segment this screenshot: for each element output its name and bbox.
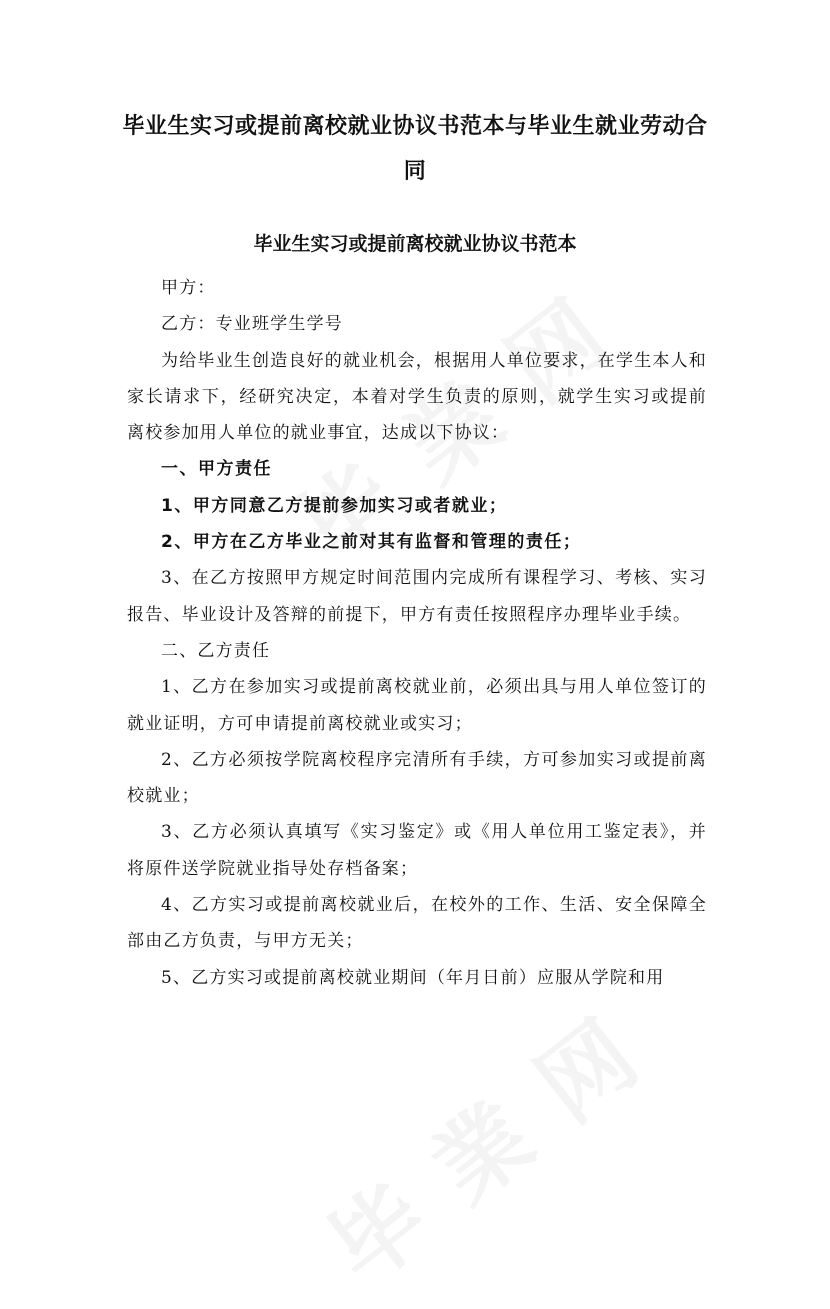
section-heading-party-b-duties: 二、乙方责任 bbox=[161, 640, 271, 661]
paragraph-party-b: 乙方：专业班学生学号 bbox=[161, 314, 343, 335]
clause-b-2: 2、乙方必须按学院离校程序完清所有手续，方可参加实习或提前离校就业； bbox=[127, 749, 707, 807]
section-heading-party-a-duties: 一、甲方责任 bbox=[161, 459, 272, 480]
document-body bbox=[127, 270, 707, 996]
clause-a-1: 1、甲方同意乙方提前参加实习或者就业； bbox=[161, 495, 508, 516]
clause-b-4: 4、乙方实习或提前离校就业后，在校外的工作、生活、安全保障全部由乙方负责，与甲方无关； bbox=[127, 895, 707, 952]
paragraph-preamble: 为给毕业生创造良好的就业机会，根据用人单位要求，在学生本人和家长请求下，经研究决定，本着对学生负责的原则，就学生实习或提前离校参加用人单位的就业事宜，达成以下协议： bbox=[127, 350, 707, 444]
clause-b-3: 3、乙方必须认真填写《实习鉴定》或《用人单位用工鉴定表》，并将原件送学院就业指导处存档备案； bbox=[127, 822, 707, 879]
clause-a-2: 2、甲方在乙方毕业之前对其有监督和管理的责任； bbox=[161, 532, 582, 553]
watermark bbox=[298, 983, 663, 1309]
clause-b-1: 1、乙方在参加实习或提前离校就业前，必须出具与用人单位签订的就业证明，方可申请提前离校就业或实习； bbox=[127, 677, 707, 734]
document-title: 毕业生实习或提前离校就业协议书范本与毕业生就业劳动合同 bbox=[122, 114, 708, 184]
paragraph-party-a: 甲方： bbox=[161, 278, 216, 298]
clause-b-5: 5、乙方实习或提前离校就业期间（年月日前）应服从学院和用 bbox=[161, 967, 665, 988]
clause-a-3: 3、在乙方按照甲方规定时间范围内完成所有课程学习、考核、实习报告、毕业设计及答辩的前提下，甲方有责任按照程序办理毕业手续。 bbox=[127, 568, 707, 625]
document-subtitle: 毕业生实习或提前离校就业协议书范本 bbox=[253, 233, 577, 255]
